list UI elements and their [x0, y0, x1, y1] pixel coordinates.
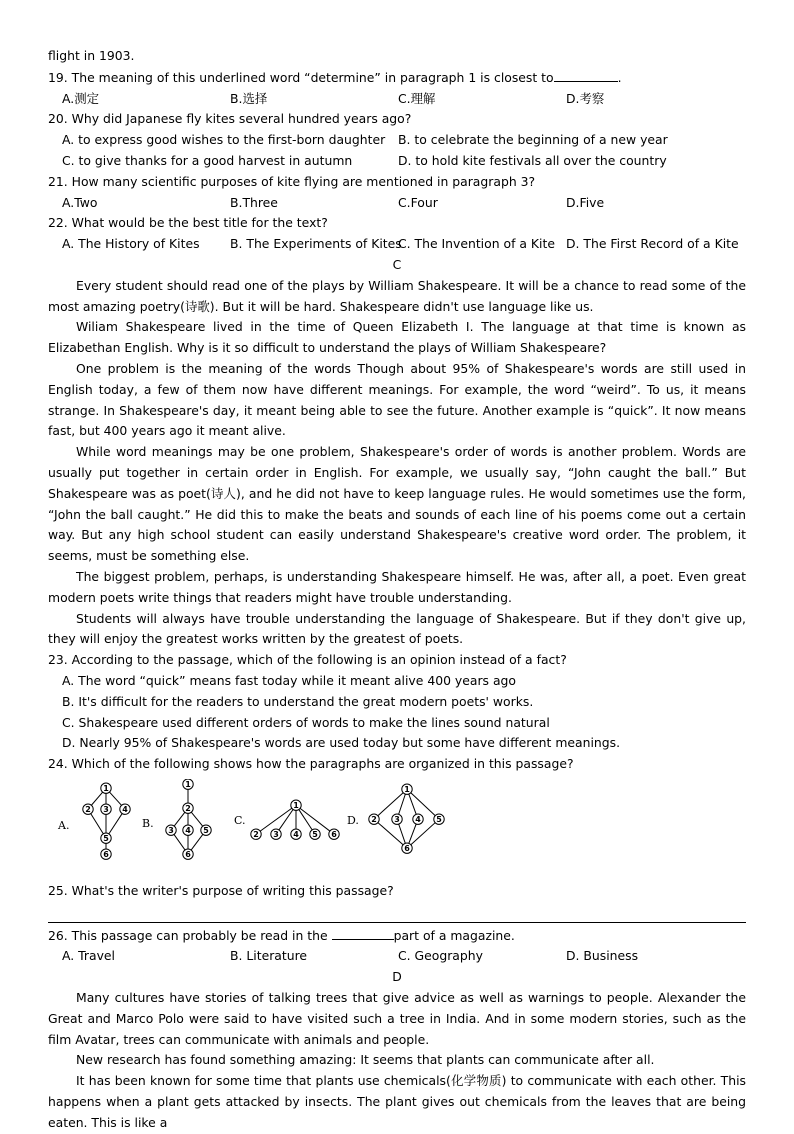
option-d[interactable]: D.Five: [566, 194, 605, 210]
question-21-options: [48, 193, 746, 214]
intro-line: flight in 1903.: [48, 48, 135, 63]
option-c[interactable]: C. Shakespeare used different orders of words to make the lines sound natural: [62, 714, 550, 730]
paragraph-node-number: 6: [185, 850, 191, 860]
section-c-paragraph-5: The biggest problem, perhaps, is understanding Shakespeare himself. He was, after all, a poet. Even great modern poets write things that readers might have trouble understanding.: [48, 568, 746, 605]
paragraph-node-number: 6: [331, 830, 337, 840]
option-a[interactable]: A.Two: [62, 194, 98, 210]
paragraph-node-number: 5: [203, 826, 209, 836]
question-25-stem: 25. What's the writer's purpose of writing this passage?: [48, 882, 394, 898]
answer-blank[interactable]: [554, 67, 618, 82]
paragraph-node-number: 2: [185, 804, 191, 814]
option-d[interactable]: D.考察: [566, 90, 605, 106]
question-19: [48, 67, 746, 89]
structure-diagrams: [48, 779, 746, 875]
diagram-connector: [260, 808, 292, 831]
section-c-paragraph-2: Wiliam Shakespeare lived in the time of Queen Elizabeth I. The language at that time is known as Elizabethan English. Why is it so difficult to understand the plays of William Shakespeare?: [48, 319, 746, 356]
option-b[interactable]: B. It's difficult for the readers to understand the great modern poets' works.: [62, 693, 534, 709]
question-20-stem: 20. Why did Japanese fly kites several hundred years ago?: [48, 111, 412, 127]
question-20-options-row-1: [48, 130, 746, 151]
diagram-connector: [174, 834, 185, 850]
option-c[interactable]: C.Four: [398, 194, 438, 210]
paragraph-node-number: 6: [404, 844, 410, 854]
paragraph-node-number: 4: [415, 815, 421, 825]
diagram-connector: [191, 834, 203, 850]
diagram-connector: [191, 812, 202, 826]
option-a[interactable]: A. to express good wishes to the first-born daughter: [62, 132, 386, 148]
section-c-paragraph-6: Students will always have trouble understanding the language of Shakespeare. But if they don't give up, they will enjoy the greatest works written by the greatest of poets.: [48, 610, 746, 647]
option-b[interactable]: B.选择: [230, 90, 268, 106]
option-d[interactable]: D. Business: [566, 948, 639, 964]
question-26-options: [48, 946, 746, 967]
option-d[interactable]: D. The First Record of a Kite: [566, 236, 739, 252]
option-b[interactable]: B. Literature: [230, 948, 308, 964]
paragraph-node-number: 3: [273, 830, 279, 840]
question-21-stem: 21. How many scientific purposes of kite flying are mentioned in paragraph 3?: [48, 173, 536, 189]
section-c-paragraph-4: While word meanings may be one problem, Shakespeare's order of words is another problem. Words are usually put together in certain order in English. For example, we usually say, “John caught the ball.” But Shakespeare was as poet(诗人), and he did not have to keep language rules. He would sometimes use the form, “John the ball caught.” He did this to make the beats and sounds of each line of his poems come out a certain way. But any high school student can easily understand Shakespeare's creative word order. The problem, it seems, must be something else.: [48, 444, 746, 564]
diagram-label: D.: [347, 813, 359, 827]
question-19-stem: 19. The meaning of this underlined word “determine” in paragraph 1 is closest to: [48, 69, 554, 85]
question-20-options-row-2: [48, 151, 746, 172]
section-d-paragraph-3: It has been known for some time that plants use chemicals(化学物质) to communicate with each other. This happens when a plant gets attacked by insects. The plant gives out chemicals from the leaves that are being eaten. This is like a: [48, 1073, 746, 1130]
diagram-connector: [109, 813, 122, 833]
option-a[interactable]: A. Travel: [62, 948, 115, 964]
question-23-stem: 23. According to the passage, which of the following is an opinion instead of a fact?: [48, 652, 567, 668]
paragraph-node-number: 2: [85, 805, 91, 815]
option-c[interactable]: C. to give thanks for a good harvest in autumn: [62, 152, 353, 168]
exam-page: [48, 46, 746, 1134]
paragraph-node-number: 6: [103, 850, 109, 860]
paragraph-node-number: 4: [185, 826, 191, 836]
diagram-connector: [411, 793, 435, 816]
diagram-connector: [300, 808, 330, 831]
option-a[interactable]: A.测定: [62, 90, 99, 106]
paragraph-node-number: 5: [436, 815, 442, 825]
question-26: [48, 925, 746, 947]
section-d-paragraph-1: Many cultures have stories of talking trees that give advice as well as warnings to people. Alexander the Great and Marco Polo were said to have visited such a tree in India. And in some modern stories, such as the film Avatar, trees can communicate with animals and people.: [48, 990, 746, 1047]
diagram-connector: [109, 792, 121, 805]
option-d[interactable]: D. Nearly 95% of Shakespeare's words are used today but some have different meanings.: [62, 735, 621, 751]
option-c[interactable]: C.理解: [398, 90, 436, 106]
paragraph-node-number: 5: [103, 834, 109, 844]
answer-blank[interactable]: [332, 925, 394, 940]
option-d[interactable]: D. to hold kite festivals all over the country: [398, 152, 667, 168]
question-19-options: [48, 89, 746, 110]
option-b[interactable]: B. to celebrate the beginning of a new year: [398, 132, 668, 148]
question-22-options: [48, 234, 746, 255]
paragraph-node-number: 1: [293, 801, 299, 811]
paragraph-node-number: 2: [371, 815, 377, 825]
paragraph-node-number: 3: [394, 815, 400, 825]
option-b[interactable]: B. The Experiments of Kites: [230, 236, 402, 252]
question-26-end: part of a magazine.: [393, 927, 515, 943]
diagram-connector: [174, 812, 185, 826]
paragraph-node-number: 3: [168, 826, 174, 836]
option-c[interactable]: C. Geography: [398, 948, 483, 964]
option-b[interactable]: B.Three: [230, 194, 278, 210]
section-c-paragraph-3: One problem is the meaning of the words Though about 95% of Shakespeare's words are still used in English today, a few of them now have different meanings. For example, the word “weird”. To us, it means strange. In Shakespeare's day, it meant being able to see the future. Another example is “quick”. It now means fast, but 400 years ago it meant alive.: [48, 360, 746, 439]
diagram-label: B.: [142, 816, 154, 830]
section-d-paragraph-2: New research has found something amazing: It seems that plants can communicate after all.: [76, 1052, 655, 1068]
diagram-label: C.: [234, 813, 246, 827]
paragraph-node-number: 5: [312, 830, 318, 840]
diagram-label: A.: [58, 818, 70, 832]
section-d-heading: D: [392, 969, 402, 985]
diagram-connector: [91, 792, 102, 805]
paragraph-node-number: 1: [103, 784, 109, 794]
option-c[interactable]: C. The Invention of a Kite: [398, 236, 555, 252]
diagram-connector: [91, 814, 104, 834]
question-24-stem: 24. Which of the following shows how the paragraphs are organized in this passage?: [48, 756, 574, 772]
paragraph-node-number: 4: [122, 805, 128, 815]
question-19-end: .: [617, 69, 622, 85]
diagram-connector: [399, 824, 406, 843]
paragraph-node-number: 3: [103, 805, 109, 815]
diagram-connector: [411, 823, 435, 845]
paragraph-node-number: 4: [293, 830, 299, 840]
option-a[interactable]: A. The History of Kites: [62, 236, 200, 252]
paragraph-node-number: 1: [404, 785, 410, 795]
question-26-stem: 26. This passage can probably be read in the: [48, 927, 328, 943]
option-a[interactable]: A. The word “quick” means fast today while it meant alive 400 years ago: [62, 672, 516, 688]
paragraph-node-number: 1: [185, 780, 191, 790]
paragraph-node-number: 2: [253, 830, 259, 840]
diagram-connector: [399, 794, 406, 814]
section-c-paragraph-1: Every student should read one of the plays by William Shakespeare. It will be a chance to read some of the most amazing poetry(诗歌). But it will be hard. Shakespeare didn't use language like us.: [48, 277, 746, 314]
question-22-stem: 22. What would be the best title for the text?: [48, 215, 328, 231]
structure-diagrams-svg: [48, 779, 468, 875]
section-c-heading: C: [392, 256, 402, 272]
answer-line[interactable]: [48, 902, 746, 923]
